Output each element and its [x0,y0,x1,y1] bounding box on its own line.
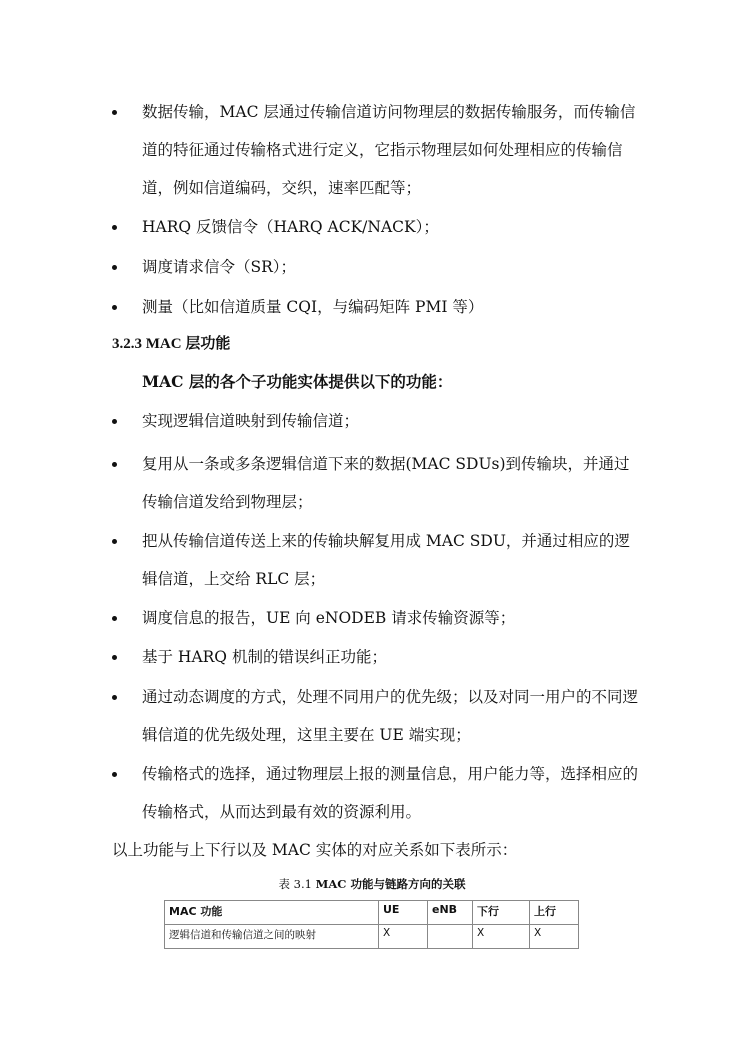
bullet-dot [112,462,117,467]
table-caption [0,876,744,892]
table-header-cell: eNB [428,901,473,925]
bullet-dot [112,695,117,700]
table-header-cell: UE [379,901,428,925]
table-header-cell: 上行 [530,901,579,925]
table-header-cell: MAC 功能 [165,901,379,925]
table-cell: 逻辑信道和传输信道之间的映射 [165,925,379,949]
table-caption-prefix: 表 3.1 [278,877,316,891]
bullet-dot [112,225,117,230]
table-cell [428,925,473,949]
list-item-text: 通过动态调度的方式，处理不同用户的优先级；以及对同一用户的不同逻辑信道的优先级处理，这里主要在 UE 端实现； [142,688,639,744]
list-item-text: 把从传输信道传送上来的传输块解复用成 MAC SDU，并通过相应的逻辑信道，上交给 RLC 层； [142,532,630,588]
bullet-dot [112,655,117,660]
bullet-dot [112,772,117,777]
list-item-text: 调度请求信令（SR）； [142,258,297,276]
list-item-text: 实现逻辑信道映射到传输信道； [142,412,360,430]
list-item-text: 数据传输，MAC 层通过传输信道访问物理层的数据传输服务，而传输信道的特征通过传输格式进行定义，它指示物理层如何处理相应的传输信道，例如信道编码，交织，速率匹配等； [142,103,636,197]
bullet-dot [112,110,117,115]
table-cell: X [473,925,530,949]
list-item-text: 调度信息的报告，UE 向 eNODEB 请求传输资源等； [142,609,516,627]
bullet-dot [112,539,117,544]
section-heading: 3.2.3 MAC 层功能 [112,336,231,352]
closing-paragraph: 以上功能与上下行以及 MAC 实体的对应关系如下表所示： [112,841,518,859]
table-cell: X [379,925,428,949]
section-intro: MAC 层的各个子功能实体提供以下的功能： [142,372,453,391]
table-cell: X [530,925,579,949]
table-header-cell: 下行 [473,901,530,925]
table-row [165,925,579,949]
bullet-dot [112,305,117,310]
list-item-text: 基于 HARQ 机制的错误纠正功能； [142,648,387,666]
table-header-row [165,901,579,925]
list-item-text: 测量（比如信道质量 CQI，与编码矩阵 PMI 等） [142,298,484,316]
mac-function-table [164,900,579,949]
list-item-text: 复用从一条或多条逻辑信道下来的数据(MAC SDUs)到传输块，并通过传输信道发给到物理层； [142,455,630,511]
table-caption-title: MAC 功能与链路方向的关联 [315,877,466,891]
bullet-dot [112,616,117,621]
list-item-text: HARQ 反馈信令（HARQ ACK/NACK）； [142,218,439,236]
list-item-text: 传输格式的选择，通过物理层上报的测量信息，用户能力等，选择相应的传输格式，从而达到最有效的资源利用。 [142,765,639,821]
bullet-dot [112,265,117,270]
bullet-dot [112,419,117,424]
